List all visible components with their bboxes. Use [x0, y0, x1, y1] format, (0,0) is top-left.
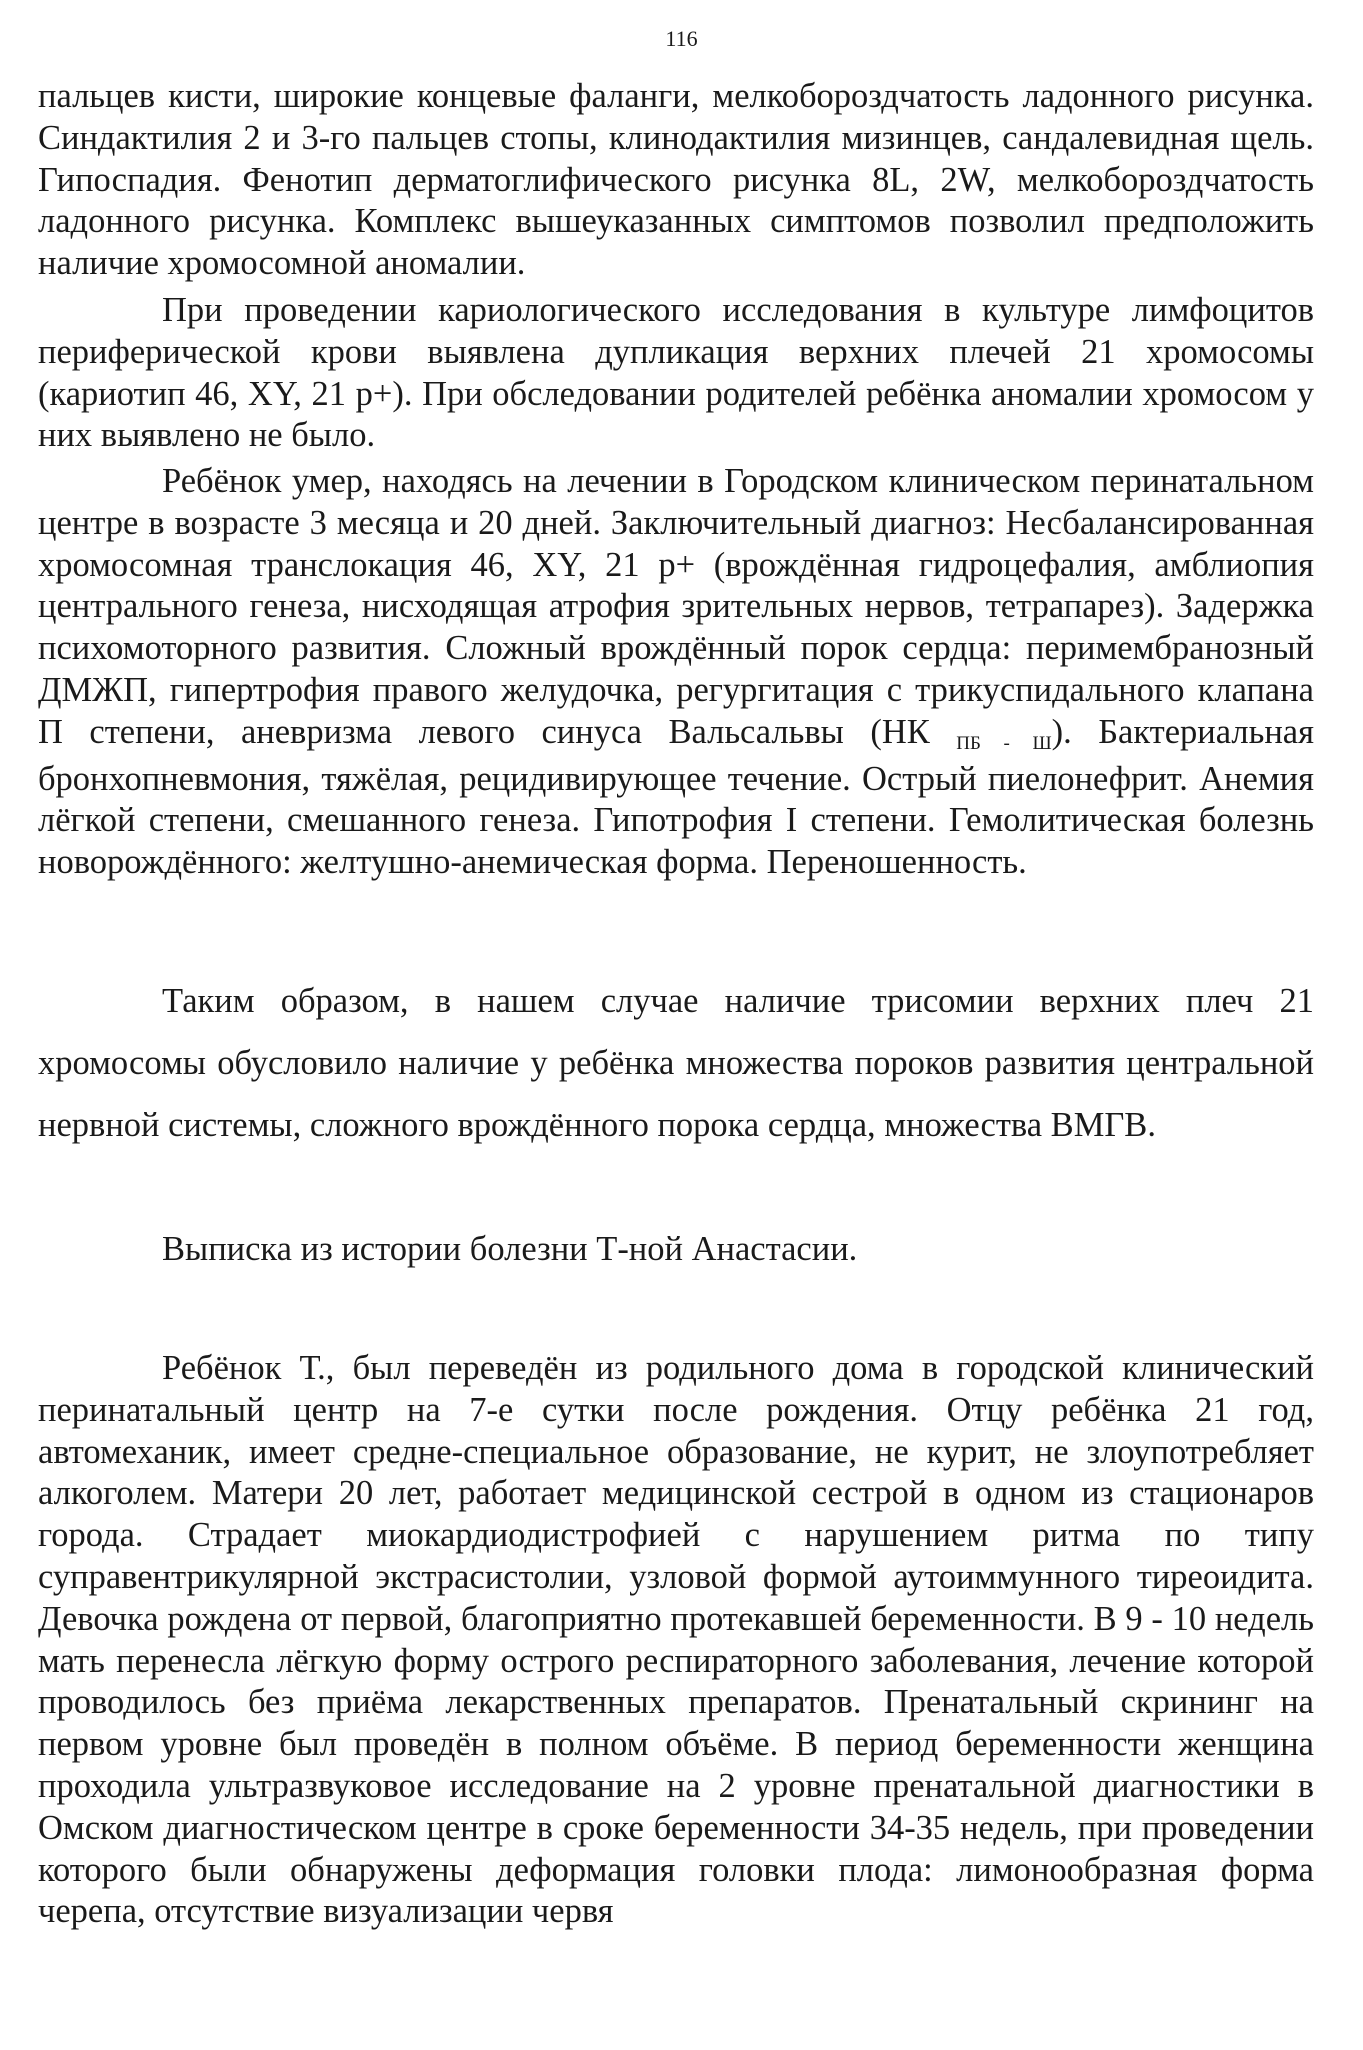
paragraph-3: [38, 461, 1314, 884]
paragraph-3-text-start: Ребёнок умер, находясь на лечении в Городском клиническом перинатальном центре в возрасте 3 месяца и 20 дней. Заключительный диагноз: Несбалансированная хромосомная транслокация 46, XY, 21 p+ (врождённая гидроцефалия, амблиопия центрального генеза, нисходящая атрофия зрительных нервов, тетрапарез). Задержка психомоторного развития. Сложный врождённый порок сердца: перимембранозный ДМЖП, гипертрофия правого желудочка, регургитация с трикуспидального клапана П степени, аневризма левого синуса Вальсальвы (НК: [38, 462, 1314, 751]
paragraph-3-subscript: ПБ - Ш: [956, 732, 1052, 754]
paragraph-5: Ребёнок Т., был переведён из родильного дома в городской клинический перинатальный центр на 7-е сутки после рождения. Отцу ребёнка 21 год, автомеханик, имеет средне-специальное образование, не курит, не злоупотребляет алкоголем. Матери 20 лет, работает медицинской сестрой в одном из стационаров города. Страдает миокардиодистрофией с нарушением ритма по типу суправентрикулярной экстрасистолии, узловой формой аутоиммунного тиреоидита. Девочка рождена от первой, благоприятно протекавшей беременности. В 9 - 10 недель мать перенесла лёгкую форму острого респираторного заболевания, лечение которой проводилось без приёма лекарственных препаратов. Пренатальный скрининг на первом уровне был проведён в полном объёме. В период беременности женщина проходила ультразвуковое исследование на 2 уровне пренатальной диагностики в Омском диагностическом центре в сроке беременности 34-35 недель, при проведении которого были обнаружены деформация головки плода: лимонообразная форма черепа, отсутствие визуализации червя: [38, 1349, 1314, 1931]
paragraph-4-conclusion: Таким образом, в нашем случае наличие трисомии верхних плеч 21 хромосомы обусловило наличие у ребёнка множества пороков развития центральной нервной системы, сложного врождённого порока сердца, множества ВМГВ.: [38, 982, 1314, 1144]
page-number: 116: [665, 26, 698, 51]
paragraph-1: пальцев кисти, широкие концевые фаланги, мелкобороздчатость ладонного рисунка. Синдактилия 2 и 3-го пальцев стопы, клинодактилия мизинцев, сандалевидная щель. Гипоспадия. Фенотип дерматоглифического рисунка 8L, 2W, мелкобороздчатость ладонного рисунка. Комплекс вышеуказанных симптомов позволил предположить наличие хромосомной аномалии.: [38, 77, 1314, 283]
paragraph-3-text-end: ). Бактериальная бронхопневмония, тяжёлая, рецидивирующее течение. Острый пиелонефрит. Анемия лёгкой степени, смешанного генеза. Гипотрофия I степени. Гемолитическая болезнь новорождённого: желтушно-анемическая форма. Переношенность.: [38, 712, 1314, 882]
section-heading: Выписка из истории болезни Т-ной Анастасии.: [162, 1230, 858, 1268]
paragraph-2: При проведении кариологического исследования в культуре лимфоцитов периферической крови выявлена дупликация верхних плечей 21 хромосомы (кариотип 46, XY, 21 p+). При обследовании родителей ребёнка аномалии хромосом у них выявлено не было.: [38, 291, 1314, 455]
